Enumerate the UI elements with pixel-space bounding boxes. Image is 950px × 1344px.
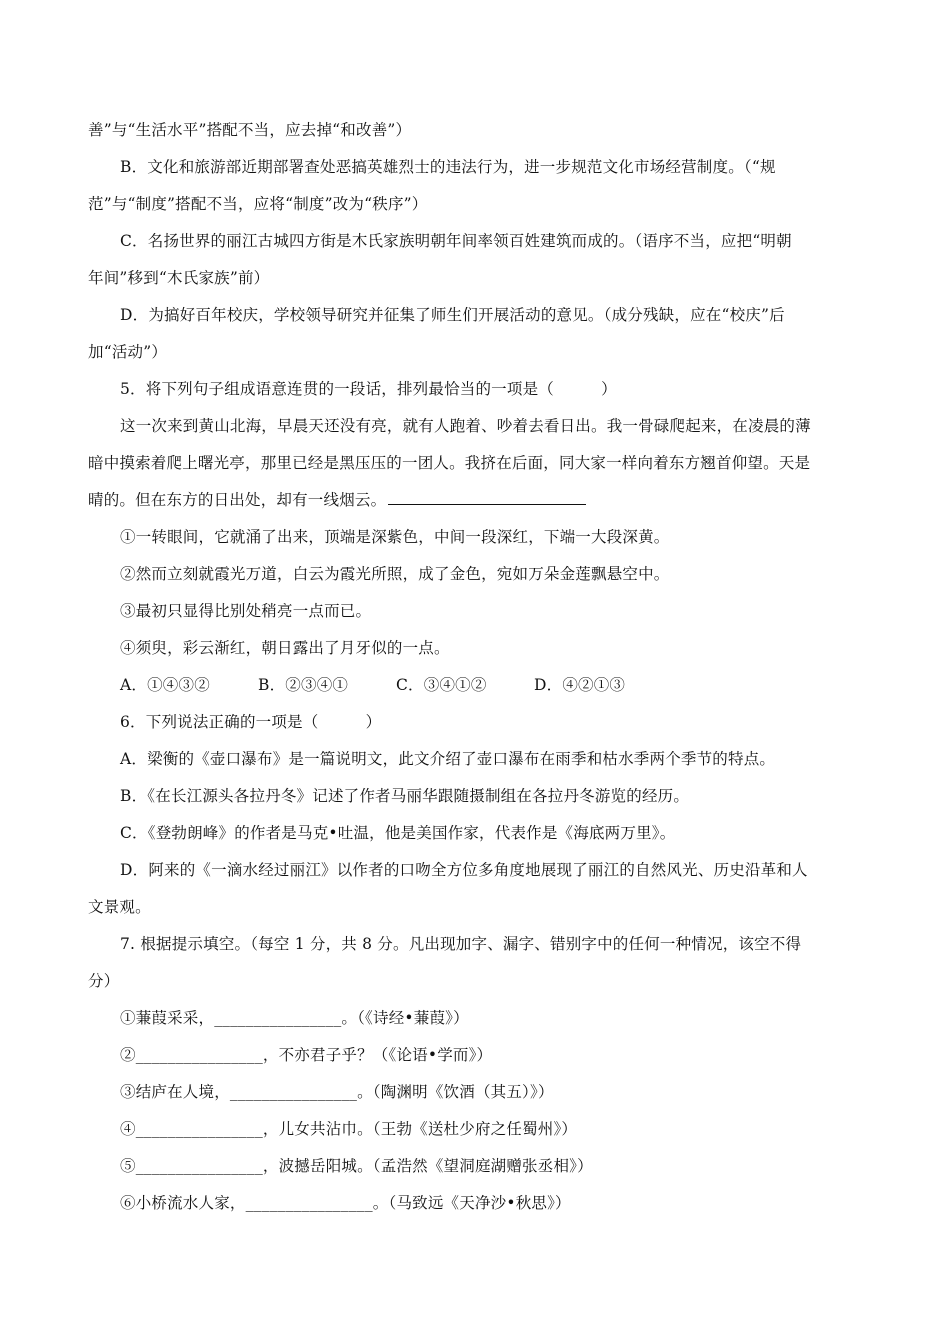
q6-option-d-line2: 文景观。 bbox=[88, 898, 151, 916]
q6-option-b: B．《在长江源头各拉丹冬》记述了作者马丽华跟随摄制组在各拉丹冬游览的经历。 bbox=[120, 787, 690, 805]
q7-stem-line2: 分） bbox=[88, 972, 120, 990]
q5-sentence-3: ③最初只显得比别处稍亮一点而已。 bbox=[120, 602, 372, 620]
q4-option-d-line2: 加“活动”） bbox=[88, 343, 168, 361]
q5-sentence-2: ②然而立刻就霞光万道，白云为霞光所照，成了金色，宛如万朵金莲飘悬空中。 bbox=[120, 565, 670, 583]
q7-item-3: ③结庐在人境，________________。（陶渊明《饮酒（其五）》） bbox=[120, 1083, 554, 1101]
q4-option-d-line1: D．为搞好百年校庆，学校领导研究并征集了师生们开展活动的意见。（成分残缺，应在“校庆”后 bbox=[120, 306, 785, 324]
q5-answer-blank bbox=[388, 490, 586, 505]
q4-a-explanation-tail: 善”与“生活水平”搭配不当，应去掉“和改善”） bbox=[88, 121, 412, 139]
q6-stem: 6．下列说法正确的一项是（ ） bbox=[120, 713, 382, 731]
q7-item-2: ②________________，不亦君子乎？（《论语•学而》） bbox=[120, 1046, 493, 1064]
q5-option-d: D．④②①③ bbox=[534, 676, 626, 694]
q7-item-1: ①蒹葭采采，________________。（《诗经•蒹葭》） bbox=[120, 1009, 469, 1027]
q5-passage-line1: 这一次来到黄山北海，早晨天还没有亮，就有人跑着、吵着去看日出。我一骨碌爬起来，在凌晨的薄 bbox=[120, 417, 811, 435]
q6-option-d-line1: D．阿来的《一滴水经过丽江》以作者的口吻全方位多角度地展现了丽江的自然风光、历史沿革和人 bbox=[120, 861, 808, 879]
q5-option-b: B．②③④① bbox=[258, 676, 349, 694]
q5-passage-line3 bbox=[88, 490, 586, 510]
q6-option-c: C．《登勃朗峰》的作者是马克•吐温，他是美国作家，代表作是《海底两万里》。 bbox=[120, 824, 676, 842]
q5-stem: 5．将下列句子组成语意连贯的一段话，排列最恰当的一项是（ ） bbox=[120, 380, 617, 398]
q7-item-6: ⑥小桥流水人家，________________。（马致远《天净沙•秋思》） bbox=[120, 1194, 571, 1212]
q5-sentence-4: ④须臾，彩云渐红，朝日露出了月牙似的一点。 bbox=[120, 639, 450, 657]
q7-item-5: ⑤________________，波撼岳阳城。（孟浩然《望洞庭湖赠张丞相》） bbox=[120, 1157, 593, 1175]
q5-passage-line2: 暗中摸索着爬上曙光亭，那里已经是黑压压的一团人。我挤在后面，同大家一样向着东方翘首仰望。天是 bbox=[88, 454, 811, 472]
q4-option-c-line1: C．名扬世界的丽江古城四方街是木氏家族明朝年间率领百姓建筑而成的。（语序不当，应把“明朝 bbox=[120, 232, 792, 250]
q5-option-c: C．③④①② bbox=[396, 676, 487, 694]
q5-option-a: A．①④③② bbox=[120, 676, 210, 694]
q4-option-b-line1: B．文化和旅游部近期部署查处恶搞英雄烈士的违法行为，进一步规范文化市场经营制度。（“规 bbox=[120, 158, 776, 176]
q7-item-4: ④________________，儿女共沾巾。（王勃《送杜少府之任蜀州》） bbox=[120, 1120, 578, 1138]
q6-option-a: A．梁衡的《壶口瀑布》是一篇说明文，此文介绍了壶口瀑布在雨季和枯水季两个季节的特点。 bbox=[120, 750, 776, 768]
q5-options bbox=[120, 675, 672, 695]
q5-passage-line3-text: 晴的。但在东方的日出处，却有一线烟云。 bbox=[88, 491, 387, 509]
q4-option-c-line2: 年间”移到“木氏家族”前） bbox=[88, 269, 270, 287]
q7-stem-line1: 7. 根据提示填空。（每空 1 分，共 8 分。凡出现加字、漏字、错别字中的任何一种情况，该空不得 bbox=[120, 935, 802, 953]
q5-sentence-1: ①一转眼间，它就涌了出来，顶端是深紫色，中间一段深红，下端一大段深黄。 bbox=[120, 528, 670, 546]
q4-option-b-line2: 范”与“制度”搭配不当，应将“制度”改为“秩序”） bbox=[88, 195, 428, 213]
